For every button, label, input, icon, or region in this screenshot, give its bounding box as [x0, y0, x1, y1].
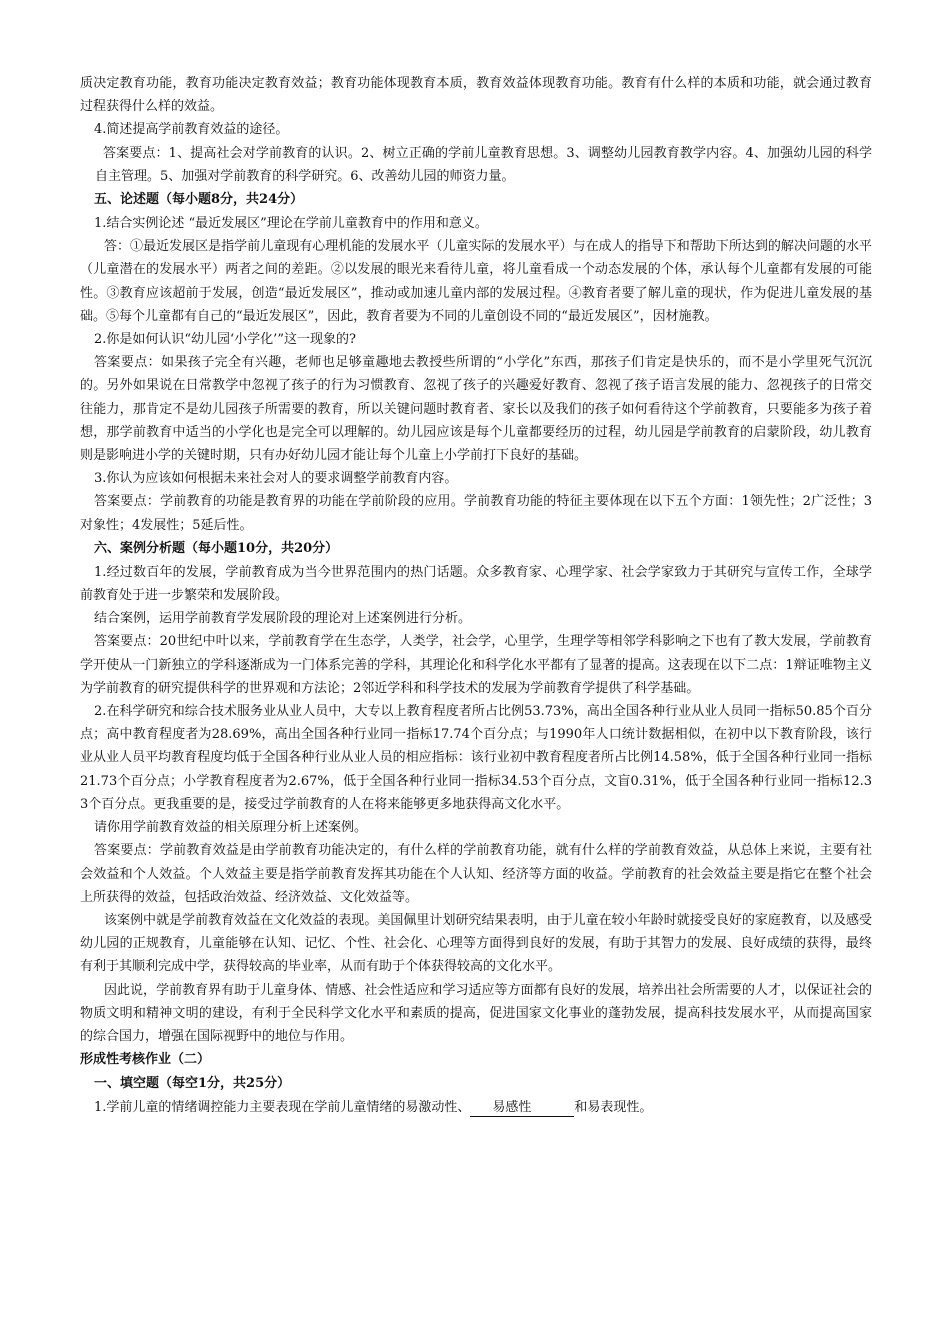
section-6-task-2: 请你用学前教育效益的相关原理分析上述案例。: [94, 820, 368, 836]
section-6-answer-2-part-2: 该案例中就是学前教育效益在文化效益的表现。美国佩里计划研究结果表明，由于儿童在较小年龄时就接受良好的家庭教育，以及感受幼儿园的正规教育，儿童能够在认知、记忆、个性、社会化、心理等方面得到良好的发展，有助于其智力的发展、良好成绩的获得，最终有利于其顺利完成中学，获得较高的毕业率，从而有助于个体获得较高的文化水平。: [80, 912, 872, 975]
section-6-task-1: 结合案例，运用学前教育学发展阶段的理论对上述案例进行分析。: [94, 611, 472, 627]
section-6-case-1: 1.经过数百年的发展，学前教育成为当今世界范围内的热门话题。众多教育家、心理学家、社会学家致力于其研究与宣传工作，全球学前教育处于进一步繁荣和发展阶段。: [80, 564, 872, 604]
question-4: 4.简述提高学前教育效益的途径。: [94, 122, 289, 138]
section-5-answer-1: 答：①最近发展区是指学前儿童现有心理机能的发展水平（儿童实际的发展水平）与在成人的指导下和帮助下所达到的解决问题的水平（儿童潜在的发展水平）两者之间的差距。②以发展的眼光来看待儿童，将儿童看成一个动态发展的个体，承认每个儿童都有发展的可能性。③教育应该超前于发展，创造“最近发展区”，推动或加速儿童内部的发展过程。④教育者要了解儿童的现状，作为促进儿童发展的基础。⑤每个儿童都有自己的“最近发展区”，因此，教育者要为不同的儿童创设不同的“最近发展区”，因材施教。: [80, 239, 872, 324]
section-6-answer-2-part-1: 答案要点：学前教育效益是由学前教育功能决定的，有什么样的学前教育功能，就有什么样的学前教育效益，从总体上来说，主要有社会效益和个人效益。个人效益主要是指学前教育发挥其功能在个人认知、经济等方面的收益。学前教育的社会效益主要是指它在整个社会上所获得的效益，包括政治效益、经济效益、文化效益等。: [80, 843, 872, 905]
fill-q1-answer-blank: 易感性: [470, 1100, 574, 1117]
section-5-question-2: 2.你是如何认识“幼儿园‘小学化’”这一现象的?: [94, 332, 356, 348]
section-6-answer-2-part-3: 因此说，学前教育界有助于儿童身体、情感、社会性适应和学习适应等方面都有良好的发展，培养出社会所需要的人才，以保证社会的物质文明和精神文明的建设，有利于全民科学文化水平和素质的提高，促进国家文化事业的蓬勃发展，提高科技发展水平，从而提高国家的综合国力，增强在国际视野中的地位与作用。: [80, 982, 872, 1044]
paragraph-continuation: 质决定教育功能，教育功能决定教育效益；教育功能体现教育本质，教育效益体现教育功能。教育有什么样的本质和功能，就会通过教育过程获得什么样的效益。: [80, 76, 872, 115]
fill-q1-suffix: 和易表现性。: [574, 1100, 653, 1116]
section-5-title: 五、论述题（每小题8分，共24分）: [94, 192, 304, 208]
section-5-question-1: 1.结合实例论述 “最近发展区”理论在学前儿童教育中的作用和意义。: [94, 216, 488, 232]
section-6-answer-1: 答案要点：20世纪中叶以来，学前教育学在生态学，人类学，社会学，心里学，生理学等相邻学科影响之下也有了教大发展，学前教育学开使从一门新独立的学科逐渐成为一门体系完善的学科，其理论化和科学化水平都有了显著的提高。这表现在以下二点：1辩证唯物主义为学前教育的研究提供科学的世界观和方法论；2邻近学科和科学技术的发展为学前教育学提供了科学基础。: [80, 634, 872, 696]
fill-blank-section-title: 一、填空题（每空1分，共25分）: [94, 1076, 291, 1092]
section-5-question-3: 3.你认为应该如何根据未来社会对人的要求调整学前教育内容。: [94, 471, 458, 487]
homework-2-title: 形成性考核作业（二）: [80, 1052, 211, 1068]
section-5-answer-2: 答案要点：如果孩子完全有兴趣，老师也足够童趣地去教授些所谓的“小学化”东西，那孩子们肯定是快乐的，而不是小学里死气沉沉的。另外如果说在日常教学中忽视了孩子的行为习惯教育、忽视了孩子的兴趣爱好教育、忽视了孩子语言发展的能力、忽视孩子的日常交往能力，那肯定不是幼儿园孩子所需要的教育，所以关键问题时教育者、家长以及我们的孩子如何看待这个学前教育，只要能多为孩子着想，那学前教育中适当的小学化也是完全可以理解的。幼儿园应该是每个儿童都要经历的过程，幼儿园是学前教育的启蒙阶段，幼儿教育则是影响进小学的关键时期，只有办好幼儿园才能让每个儿童上小学前打下良好的基础。: [80, 355, 872, 464]
fill-blank-question-1: [80, 1096, 872, 1119]
section-6-case-2: 2.在科学研究和综合技术服务业从业人员中，大专以上教育程度者所占比例53.73%，高出全国各种行业从业人员同一指标50.85个百分点；高中教育程度者为28.69%，高出全国各种行业同一指标17.74个百分点；与1990年人口统计数据相似，在初中以下教育阶段，该行业从业人员平均教育程度均低于全国各种行业从业人员的相应指标：该行业初中教育程度者所占比例14.58%，低于全国各种行业同一指标21.73个百分点；小学教育程度者为2.67%，低于全国各种行业同一指标34.53个百分点，文盲0.31%，低于全国各种行业同一指标12.33个百分点。更我重要的是，接受过学前教育的人在将来能够更多地获得高文化水平。: [80, 704, 872, 812]
section-5-answer-3: 答案要点：学前教育的功能是教育界的功能在学前阶段的应用。学前教育功能的特征主要体现在以下五个方面：1领先性；2广泛性；3对象性；4发展性；5延后性。: [80, 494, 872, 533]
answer-4: 答案要点：1、提高社会对学前教育的认识。2、树立正确的学前儿童教育思想。3、调整幼儿园教育教学内容。4、加强幼儿园的科学自主管理。5、加强对学前教育的科学研究。6、改善幼儿园的师资力量。: [95, 145, 872, 184]
fill-q1-prefix: 1.学前儿童的情绪调控能力主要表现在学前儿童情绪的易激动性、: [94, 1100, 471, 1116]
section-6-title: 六、案例分析题（每小题10分，共20分）: [94, 540, 339, 556]
